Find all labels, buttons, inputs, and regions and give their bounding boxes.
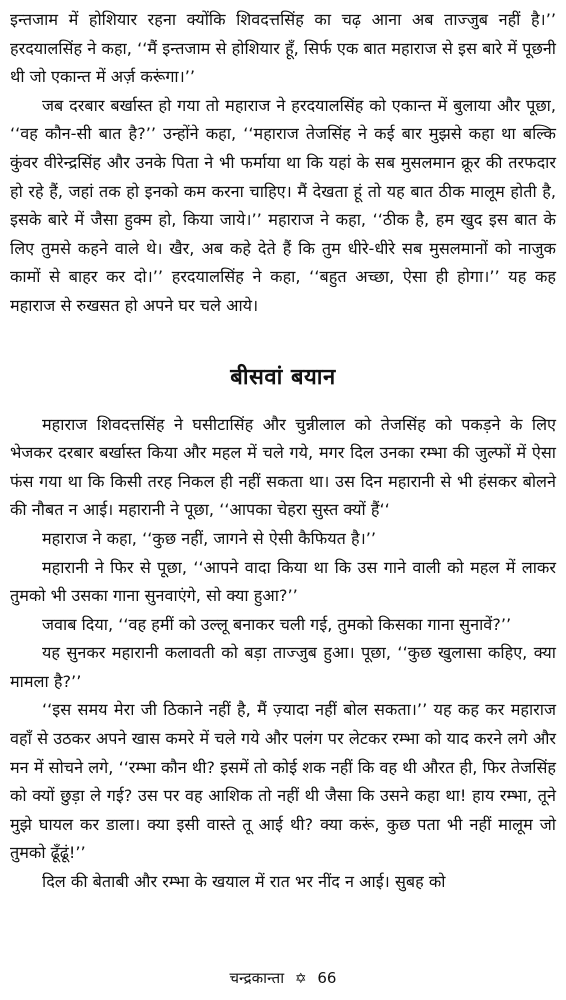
- paragraph: महारानी ने फिर से पूछा, ‘‘आपने वादा किया था कि उस गाने वाली को महल में लाकर तुमको भी उसका गाना सुनवाएंगे, सो क्या हुआ?’’: [10, 557, 556, 606]
- paragraph: यह सुनकर महारानी कलावती को बड़ा ताज्जुब हुआ। पूछा, ‘‘कुछ खुलासा कहिए, क्या मामला है?’’: [10, 643, 556, 691]
- body-text-bottom: [10, 411, 556, 897]
- paragraph: महाराज ने कहा, ‘‘कुछ नहीं, जागने से ऐसी कैफियत है।’’: [42, 528, 377, 548]
- paragraph: ‘‘इस समय मेरा जी ठिकाने नहीं है, मैं ज़्यादा नहीं बोल सकता।’’ यह कह कर महाराज वहाँ से उठकर अपने खास कमरे में चले गये और पलंग पर लेटकर रम्भा को याद करने लगे और मन में सोचने लगे, ‘‘रम्भा कौन थी? इसमें तो कोई शक नहीं कि वह थी औरत ही, फिर तेजसिंह को क्यों छुड़ा ले गई? उस पर वह आशिक तो नहीं थी जैसा कि उसने कहा था! हाय रम्भा, तूने मुझे घायल कर डाला। क्या इसी वास्ते तू आई थी? क्या करूं, कुछ पता भी नहीं मालूम जो तुमको ढूँढूं!’’: [10, 700, 556, 863]
- paragraph: इन्तजाम में होशियार रहना क्योंकि शिवदत्तसिंह का चढ़ आना अब ताज्जुब नहीं है।’’ हरदयालसिंह ने कहा, ‘‘मैं इन्तजाम से होशियार हूँ, सिर्फ एक बात महाराज से इस बारे में पूछनी थी जो एकान्त में अर्ज़ करूंगा।’’: [10, 10, 556, 87]
- footer-book-title: चन्द्रकान्ता: [229, 969, 285, 987]
- paragraph: जब दरबार बर्खास्त हो गया तो महाराज ने हरदयालसिंह को एकान्त में बुलाया और पूछा, ‘‘वह कौन-सी बात है?’’ उन्होंने कहा, ‘‘महाराज तेजसिंह ने कई बार मुझसे कहा था बल्कि कुंवर वीरेन्द्रसिंह और उनके पिता ने भी फर्माया था कि यहां के सब मुसलमान क्रूर की तरफदार हो रहे हैं, जहां तक हो इनको कम करना चाहिए। मैं देखता हूं तो यह बात ठीक मालूम होती है, इसके बारे में जैसा हुक्म हो, किया जाये।’’ महाराज ने कहा, ‘‘ठीक है, हम खुद इस बात के लिए तुमसे कहने वाले थे। खैर, अब कहे देते हैं कि तुम धीरे-धीरे सब मुसलमानों को नाजुक कामों से बाहर कर दो।’’ हरदयालसिंह ने कहा, ‘‘बहुत अच्छा, ऐसा ही होगा।’’ यह कह महाराज से रुखसत हो अपने घर चले आये।: [10, 95, 556, 315]
- paragraph: दिल की बेताबी और रम्भा के खयाल में रात भर नींद न आई। सुबह को: [42, 872, 446, 892]
- page-footer: [0, 966, 566, 991]
- page-number: 66: [317, 969, 337, 987]
- chapter-heading: बीसवां बयान: [230, 364, 336, 390]
- paragraph: महाराज शिवदत्तसिंह ने घसीटासिंह और चुन्नीलाल को तेजसिंह को पकड़ने के लिए भेजकर दरबार बर्खास्त किया और महल में चले गये, मगर दिल उनका रम्भा की जुल्फों में ऐसा फंस गया था कि किसी तरह निकल ही नहीं सकता था। उस दिन महारानी से भी हंसकर बोलने की नौबत न आई। महारानी ने पूछा, ‘‘आपका चेहरा सुस्त क्यों हैं‘‘: [10, 414, 556, 520]
- paragraph: जवाब दिया, ‘‘वह हमीं को उल्लू बनाकर चली गई, तुमको किसका गाना सुनावें?’’: [42, 614, 512, 634]
- star-of-david-icon: ✡: [294, 971, 307, 987]
- body-text-top: [10, 6, 556, 321]
